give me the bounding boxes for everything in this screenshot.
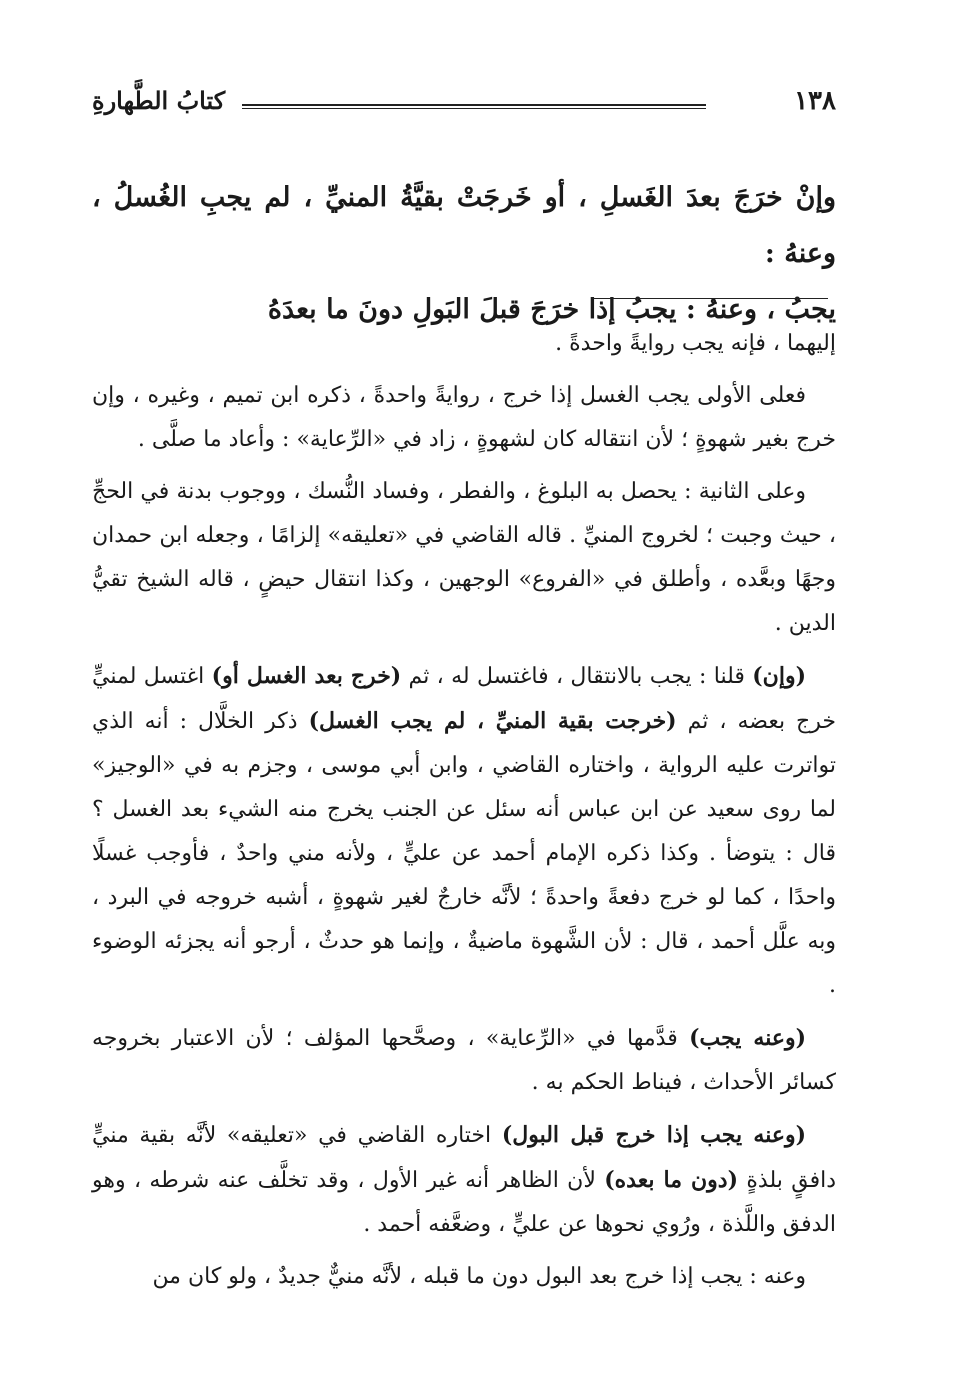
commentary-paragraph: فعلى الأولى يجب الغسل إذا خرج ، روايةً واحدةً ، ذكره ابن تميم ، وغيره ، وإن خرج بغير شهوةٍ ؛ لأن انتقاله كان لشهوةٍ ، زاد في «الرِّعاية» : وأعاد ما صلَّى . [92, 383, 836, 452]
commentary [92, 322, 836, 1307]
commentary-text: اغتسل لمنيٍّ خرج بعضه ، ثم [92, 664, 837, 734]
commentary-paragraph [92, 1113, 836, 1247]
quoted-text: (خرجت بقية المنيِّ ، لم يجب الغسل) [308, 708, 677, 734]
quoted-text: (وعنه يجب) [689, 1025, 806, 1051]
commentary-paragraph [92, 654, 836, 1008]
commentary-text: اختاره القاضي في «تعليقه» لأنَّه بقية منيٍّ دافقٍ بلذةٍ [92, 1123, 836, 1193]
page-number: ١٣٨ [794, 86, 836, 116]
commentary-text: قدَّمها في «الرِّعاية» ، وصحَّحها المؤلف ؛ لأن الاعتبار بخروجه كسائر الأحداث ، فيناط الحكم به . [92, 1026, 836, 1095]
commentary-text: لأن الظاهر أنه غير الأول ، وقد تخلَّف عنه شرطه ، وهو الدفق واللَّذة ، ورُوي نحوها عن عليٍّ ، وضعَّفه أحمد . [92, 1168, 836, 1237]
quoted-text: (وعنه يجب إذا خرج قبل البول) [501, 1122, 806, 1148]
commentary-text: قلنا : يجب بالانتقال ، فاغتسل له ، ثم [401, 664, 753, 689]
commentary-text: ذكر الخلَّال : أنه الذي تواترت عليه الرواية ، واختاره القاضي ، وابن أبي موسى ، وجزم به في «الوجيز» لما روى سعيد عن ابن عباس أنه سئل عن الجنب يخرج منه الشيء بعد الغسل ؟ قال : يتوضأ . وكذا ذكره الإمام أحمد عن عليٍّ ، ولأنه مني واحدٌ ، فأوجب غسلًا واحدًا ، كما لو خرج دفعةً واحدةً ؛ لأنَّه خارجٌ لغير شهوةٍ ، أشبه خروجه في البرد ، وبه علَّل أحمد ، قال : لأن الشَّهوة ماضيةٌ ، وإنما هو حدثٌ ، أرجو أنه يجزئه الوضوء . [92, 709, 836, 998]
commentary-paragraph [92, 1016, 836, 1105]
quoted-text: (خرج بعد الغسل أو) [211, 663, 402, 689]
main-text-line: يجبُ ، وعنهُ : يجبُ إذا خرَجَ قبلَ البَولِ دونَ ما بعدَهُ [267, 294, 836, 325]
commentary-paragraph: وعنه : يجب إذا خرج بعد البول دون ما قبله ، لأنَّه منيٌّ جديدٌ ، ولو كان من [152, 1264, 806, 1289]
commentary-paragraph: وعلى الثانية : يحصل به البلوغ ، والفطر ، وفساد النُّسك ، ووجوب بدنة في الحجِّ ، حيث وجبت ؛ لخروج المنيِّ . قاله القاضي في «تعليقه» إلزامًا ، وجعله ابن حمدان وجهًا وبعَّده ، وأطلق في «الفروع» الوجهين ، وكذا انتقال حيضٍ ، قاله الشيخ تقيُّ الدين . [92, 479, 836, 636]
main-text-line: وإنْ خرَجَ بعدَ الغَسلِ ، أو خَرجَتْ بقيَّةُ المنيِّ ، لم يجبِ الغُسلُ ، وعنهُ : [92, 182, 837, 269]
header-rule [242, 104, 706, 106]
quoted-text: (دون ما بعده) [604, 1167, 739, 1193]
page-header [92, 86, 836, 126]
commentary-paragraph: إليهما ، فإنه يجب روايةً واحدةً . [555, 331, 836, 356]
running-title: كتابُ الطَّهارةِ [92, 86, 226, 115]
commentary-separator [592, 298, 828, 299]
main-text [92, 170, 836, 338]
quoted-text: (وإن) [752, 663, 806, 689]
